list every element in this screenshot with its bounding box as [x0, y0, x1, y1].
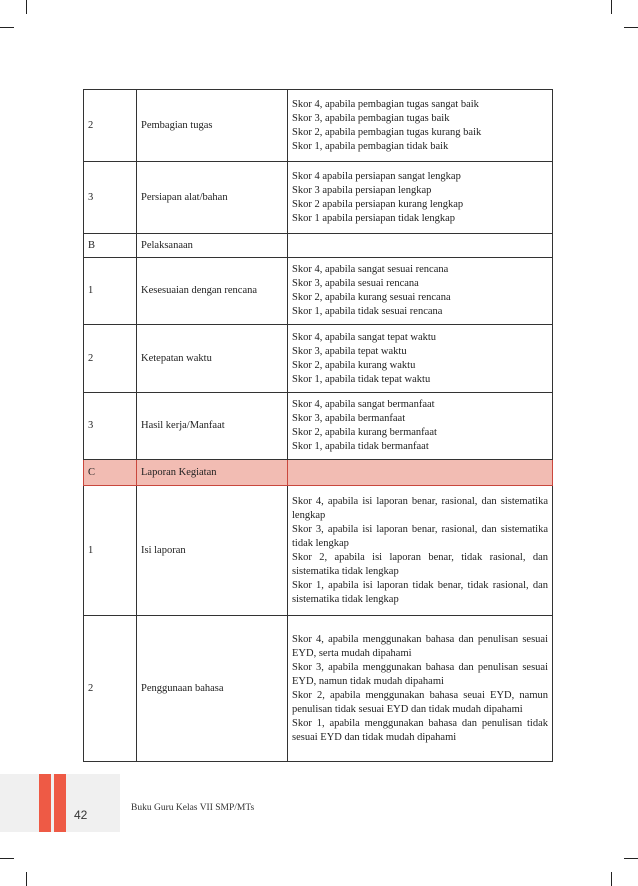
- criteria-line: Skor 1, apabila tidak sesuai rencana: [292, 306, 443, 317]
- criteria-line: Skor 2, apabila isi laporan benar, tidak rasional, dan sistematika tidak lengkap: [292, 551, 548, 577]
- table-row: [84, 162, 553, 234]
- section-title: Pelaksanaan: [137, 234, 288, 258]
- crop-mark: [26, 872, 27, 886]
- row-aspect: Persiapan alat/bahan: [137, 162, 288, 234]
- criteria-line: Skor 3, apabila bermanfaat: [292, 413, 406, 424]
- crop-mark: [611, 0, 612, 14]
- criteria-line: Skor 3, apabila menggunakan bahasa dan penulisan sesuai EYD, namun tidak mudah dipahami: [292, 661, 548, 687]
- criteria-line: Skor 3, apabila isi laporan benar, rasional, dan sistematika tidak lengkap: [292, 523, 548, 549]
- criteria-line: Skor 1, apabila tidak tepat waktu: [292, 373, 431, 385]
- criteria-line: Skor 4, apabila pembagian tugas sangat baik: [292, 98, 479, 110]
- footer-accent-bar: [39, 774, 51, 832]
- criteria-line: Skor 4, apabila menggunakan bahasa dan penulisan sesuai EYD, serta mudah dipahami: [292, 633, 548, 659]
- row-criteria: [288, 393, 553, 460]
- crop-mark: [611, 872, 612, 886]
- row-number: 2: [84, 616, 137, 762]
- criteria-line: Skor 1, apabila menggunakan bahasa dan penulisan tidak sesuai EYD dan tidak mudah dipahami: [292, 717, 548, 743]
- table-row: [84, 234, 553, 258]
- criteria-line: Skor 3, apabila pembagian tugas baik: [292, 112, 450, 124]
- section-letter: C: [84, 460, 137, 486]
- row-number: 1: [84, 258, 137, 325]
- criteria-line: Skor 2 apabila persiapan kurang lengkap: [292, 198, 464, 210]
- row-aspect: Isi laporan: [137, 486, 288, 616]
- row-number: 3: [84, 393, 137, 460]
- row-number: 1: [84, 486, 137, 616]
- criteria-line: Skor 1, apabila tidak bermanfaat: [292, 441, 429, 452]
- criteria-line: Skor 2, apabila kurang waktu: [292, 359, 416, 371]
- table-row: [84, 258, 553, 325]
- crop-mark: [26, 0, 27, 14]
- criteria-line: Skor 3, apabila sesuai rencana: [292, 278, 419, 289]
- section-title: Laporan Kegiatan: [137, 460, 288, 486]
- row-criteria: [288, 460, 553, 486]
- row-criteria: [288, 258, 553, 325]
- row-criteria: [288, 162, 553, 234]
- page-number: 42: [74, 808, 88, 822]
- row-aspect: Penggunaan bahasa: [137, 616, 288, 762]
- table-row: [84, 90, 553, 162]
- crop-mark: [624, 27, 638, 28]
- row-number: 3: [84, 162, 137, 234]
- assessment-rubric-table: [83, 89, 553, 762]
- criteria-line: Skor 4, apabila sangat bermanfaat: [292, 399, 435, 410]
- table-row: [84, 486, 553, 616]
- criteria-line: Skor 1, apabila isi laporan tidak benar, tidak rasional, dan sistematika tidak lengkap: [292, 579, 548, 605]
- row-criteria: [288, 486, 553, 616]
- criteria-line: Skor 2, apabila kurang sesuai rencana: [292, 292, 451, 303]
- crop-mark: [624, 858, 638, 859]
- row-criteria: [288, 234, 553, 258]
- criteria-line: Skor 2, apabila menggunakan bahasa seuai EYD, namun penulisan tidak sesuai EYD dan tidak mudah dipahami: [292, 689, 548, 715]
- row-aspect: Ketepatan waktu: [137, 325, 288, 393]
- criteria-line: Skor 1, apabila pembagian tidak baik: [292, 140, 449, 152]
- criteria-line: Skor 4 apabila persiapan sangat lengkap: [292, 170, 461, 182]
- row-criteria: [288, 325, 553, 393]
- table-row: [84, 616, 553, 762]
- row-aspect: Kesesuaian dengan rencana: [137, 258, 288, 325]
- row-number: 2: [84, 325, 137, 393]
- criteria-line: Skor 4, apabila sangat sesuai rencana: [292, 264, 449, 275]
- section-letter: B: [84, 234, 137, 258]
- footer-accent-bar: [54, 774, 66, 832]
- row-number: 2: [84, 90, 137, 162]
- row-criteria: [288, 90, 553, 162]
- row-aspect: Hasil kerja/Manfaat: [137, 393, 288, 460]
- criteria-line: Skor 1 apabila persiapan tidak lengkap: [292, 212, 455, 224]
- criteria-line: Skor 2, apabila pembagian tugas kurang baik: [292, 126, 482, 138]
- criteria-line: Skor 4, apabila sangat tepat waktu: [292, 331, 437, 343]
- crop-mark: [0, 27, 14, 28]
- row-aspect: Pembagian tugas: [137, 90, 288, 162]
- crop-mark: [0, 858, 14, 859]
- table-row: [84, 393, 553, 460]
- criteria-line: Skor 2, apabila kurang bermanfaat: [292, 427, 437, 438]
- table-row: [84, 460, 553, 486]
- criteria-line: Skor 3, apabila tepat waktu: [292, 345, 407, 357]
- row-criteria: [288, 616, 553, 762]
- table-row: [84, 325, 553, 393]
- criteria-line: Skor 3 apabila persiapan lengkap: [292, 184, 432, 196]
- book-title: Buku Guru Kelas VII SMP/MTs: [131, 803, 255, 813]
- criteria-line: Skor 4, apabila isi laporan benar, rasional, dan sistematika lengkap: [292, 495, 548, 521]
